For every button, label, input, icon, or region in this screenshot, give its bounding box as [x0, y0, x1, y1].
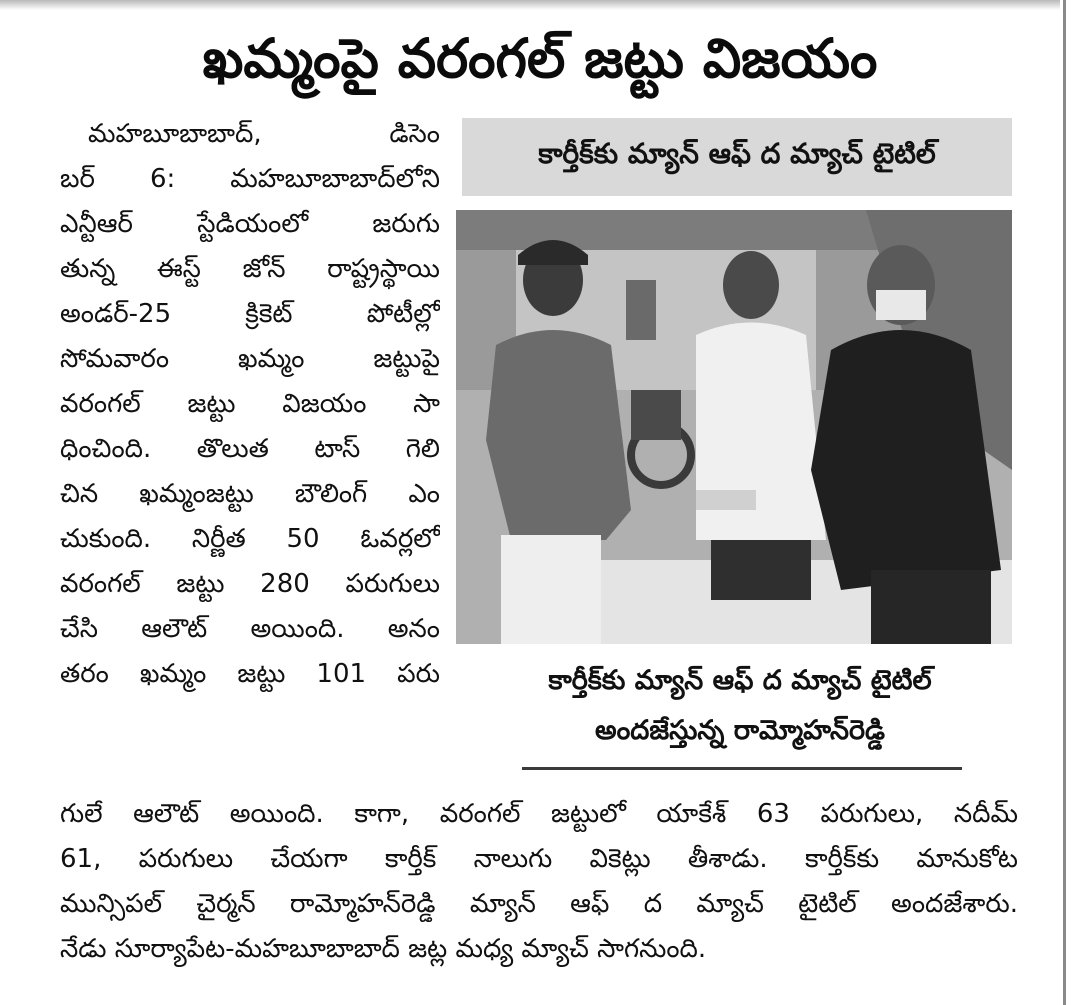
body-line: అండర్-25 క్రికెట్ పోటీల్లో: [60, 299, 440, 329]
caption-underline: [522, 767, 962, 770]
article-body-full: [60, 792, 1018, 972]
body-line: చిన ఖమ్మంజట్టు బౌలింగ్ ఎం: [60, 479, 440, 509]
body-line: వరంగల్ జట్టు విజయం సా: [60, 389, 440, 419]
body-line: తరం ఖమ్మం జట్టు 101 పరు: [60, 659, 440, 689]
caption-line: అందజేస్తున్న రామ్మోహన్‌రెడ్డి: [594, 715, 885, 746]
photo-image: [456, 210, 1012, 644]
body-line: నేడు సూర్యాపేట-మహబూబాబాద్ జట్ల మధ్య మ్యాచ్ సాగనుంది.: [60, 934, 707, 964]
photo-tag: కార్తీక్‌కు మ్యాన్ ఆఫ్ ద మ్యాచ్ టైటిల్: [462, 118, 1012, 196]
body-line: సోమవారం ఖమ్మం జట్టుపై: [60, 344, 440, 374]
body-line: చేసి ఆలౌట్ అయింది. అనం: [60, 614, 440, 644]
body-line: గులే ఆలౌట్ అయింది. కాగా, వరంగల్ జట్టులో యాకేశ్ 63 పరుగులు, నదీమ్: [60, 799, 1018, 829]
body-line: 61, పరుగులు చేయగా కార్తీక్ నాలుగు వికెట్లు తీశాడు. కార్తీక్‌కు మానుకోట: [60, 844, 1018, 874]
caption-line: కార్తీక్‌కు మ్యాన్ ఆఫ్ ద మ్యాచ్ టైటిల్: [548, 665, 932, 696]
body-line: బర్ 6: మహబూబాబాద్‌లోని: [60, 164, 440, 194]
body-line: మహబూబాబాద్, డిసెం: [88, 119, 440, 149]
body-line: ఎన్టీఆర్ స్టేడియంలో జరుగు: [60, 209, 440, 239]
headline: ఖమ్మంపై వరంగల్ జట్టు విజయం: [202, 27, 878, 90]
column-rule: [1063, 0, 1066, 1005]
previous-article-strip: [0, 0, 1060, 10]
body-line: చుకుంది. నిర్ణీత 50 ఓవర్లలో: [60, 524, 440, 554]
article-body-column: [60, 112, 440, 697]
body-line: ధించింది. తొలుత టాస్ గెలి: [60, 434, 440, 464]
body-line: మున్సిపల్ చైర్మన్ రామ్మోహన్‌రెడ్డి మ్యాన్ ఆఫ్ ద మ్యాచ్ టైటిల్ అందజేశారు.: [60, 889, 1018, 919]
news-photo: [456, 210, 1012, 644]
body-line: తున్న ఈస్ట్ జోన్ రాష్ట్రస్థాయి: [60, 254, 440, 284]
body-line: వరంగల్ జట్టు 280 పరుగులు: [60, 569, 440, 599]
photo-caption: [460, 656, 1020, 756]
